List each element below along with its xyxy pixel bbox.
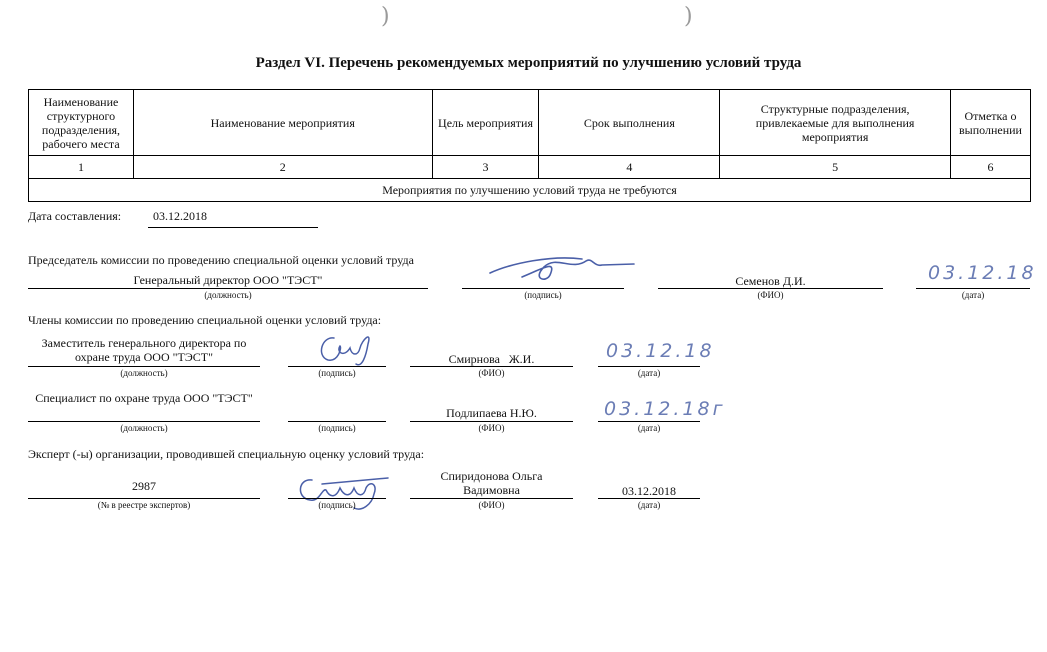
expert-date-caption: (дата) [637, 500, 661, 510]
member-1-name: Смирнова Ж.И. [448, 352, 535, 366]
expert-registry-line [28, 498, 260, 499]
member-2-position-line [28, 421, 260, 422]
chairman-date-line [916, 288, 1030, 289]
member-2-date-line [598, 421, 700, 422]
chairman-heading: Председатель комиссии по проведению специальной оценки условий труда [28, 253, 414, 267]
section-title: Раздел VI. Перечень рекомендуемых мероприятий по улучшению условий труда [255, 55, 802, 71]
expert-name-caption: (ФИО) [478, 500, 505, 510]
expert-signature-caption: (подпись) [318, 500, 356, 510]
col-header-goal: Цель мероприятия [432, 90, 539, 156]
member-1-position: Заместитель генерального директора по охране труда ООО "ТЭСТ" [41, 336, 247, 364]
member-1-position-line [28, 366, 260, 367]
col-number: 1 [29, 156, 134, 179]
expert-name-line [410, 498, 573, 499]
member-1-date-caption: (дата) [637, 368, 661, 378]
compiled-date-line [148, 227, 318, 228]
expert-heading: Эксперт (-ы) организации, проводившей специальную оценку условий труда: [28, 447, 425, 461]
expert-date-line [598, 498, 700, 499]
table-number-row [29, 156, 1031, 179]
col-number: 6 [950, 156, 1030, 179]
table-header-row [29, 90, 1031, 156]
chairman-handwritten-date: 03.12.18 [928, 262, 1037, 284]
expert-signature-line [288, 498, 386, 499]
member-2-handwritten-date: 03.12.18г [604, 398, 726, 420]
member-1-signature-line [288, 366, 386, 367]
member-2-name-caption: (ФИО) [478, 423, 505, 433]
compiled-date: 03.12.2018 [153, 209, 207, 223]
member-2-position: Специалист по охране труда ООО "ТЭСТ" [35, 391, 253, 405]
measures-table [28, 89, 1031, 202]
col-number: 3 [432, 156, 539, 179]
scan-mark-left: ) [381, 4, 390, 29]
expert-date: 03.12.2018 [622, 484, 676, 498]
member-2-signature-caption: (подпись) [318, 423, 356, 433]
member-1-name-caption: (ФИО) [478, 368, 505, 378]
chairman-name-caption: (ФИО) [757, 290, 784, 300]
col-header-deadline: Срок выполнения [539, 90, 720, 156]
chairman-date-caption: (дата) [961, 290, 985, 300]
col-number: 5 [720, 156, 951, 179]
member-1-handwritten-date: 03.12.18 [606, 340, 715, 362]
chairman-position-caption: (должность) [204, 290, 252, 300]
member-2-position-caption: (должность) [120, 423, 168, 433]
expert-name: Спиридонова Ольга Вадимовна [440, 469, 543, 497]
expert-registry-number: 2987 [132, 479, 156, 493]
member-2-name: Подлипаева Н.Ю. [446, 406, 537, 420]
col-header-workplace: Наименование структурного подразделения, рабочего места [29, 90, 134, 156]
no-measures-cell: Мероприятия по улучшению условий труда не требуются [29, 179, 1031, 202]
col-header-departments: Структурные подразделения, привлекаемые для выполнения мероприятия [720, 90, 951, 156]
chairman-signature-caption: (подпись) [524, 290, 562, 300]
member-1-name-line [410, 366, 573, 367]
member-1-signature [312, 326, 382, 370]
member-2-signature-line [288, 421, 386, 422]
member-2-name-line [410, 421, 573, 422]
member-1-date-line [598, 366, 700, 367]
table-row [29, 179, 1031, 202]
member-1-signature-caption: (подпись) [318, 368, 356, 378]
chairman-signature-line [462, 288, 624, 289]
member-1-position-caption: (должность) [120, 368, 168, 378]
chairman-position-line [28, 288, 428, 289]
col-header-measure: Наименование мероприятия [133, 90, 432, 156]
col-number: 4 [539, 156, 720, 179]
chairman-position: Генеральный директор ООО "ТЭСТ" [133, 273, 323, 287]
chairman-signature [482, 249, 642, 289]
member-2-date-caption: (дата) [637, 423, 661, 433]
compiled-label: Дата составления: [28, 209, 122, 223]
chairman-name-line [658, 288, 883, 289]
members-heading: Члены комиссии по проведению специальной оценки условий труда: [28, 313, 382, 327]
expert-registry-caption: (№ в реестре экспертов) [97, 500, 191, 510]
col-number: 2 [133, 156, 432, 179]
chairman-name: Семенов Д.И. [735, 274, 806, 288]
scan-mark-right: ) [684, 4, 693, 29]
col-header-mark: Отметка о выполнении [950, 90, 1030, 156]
